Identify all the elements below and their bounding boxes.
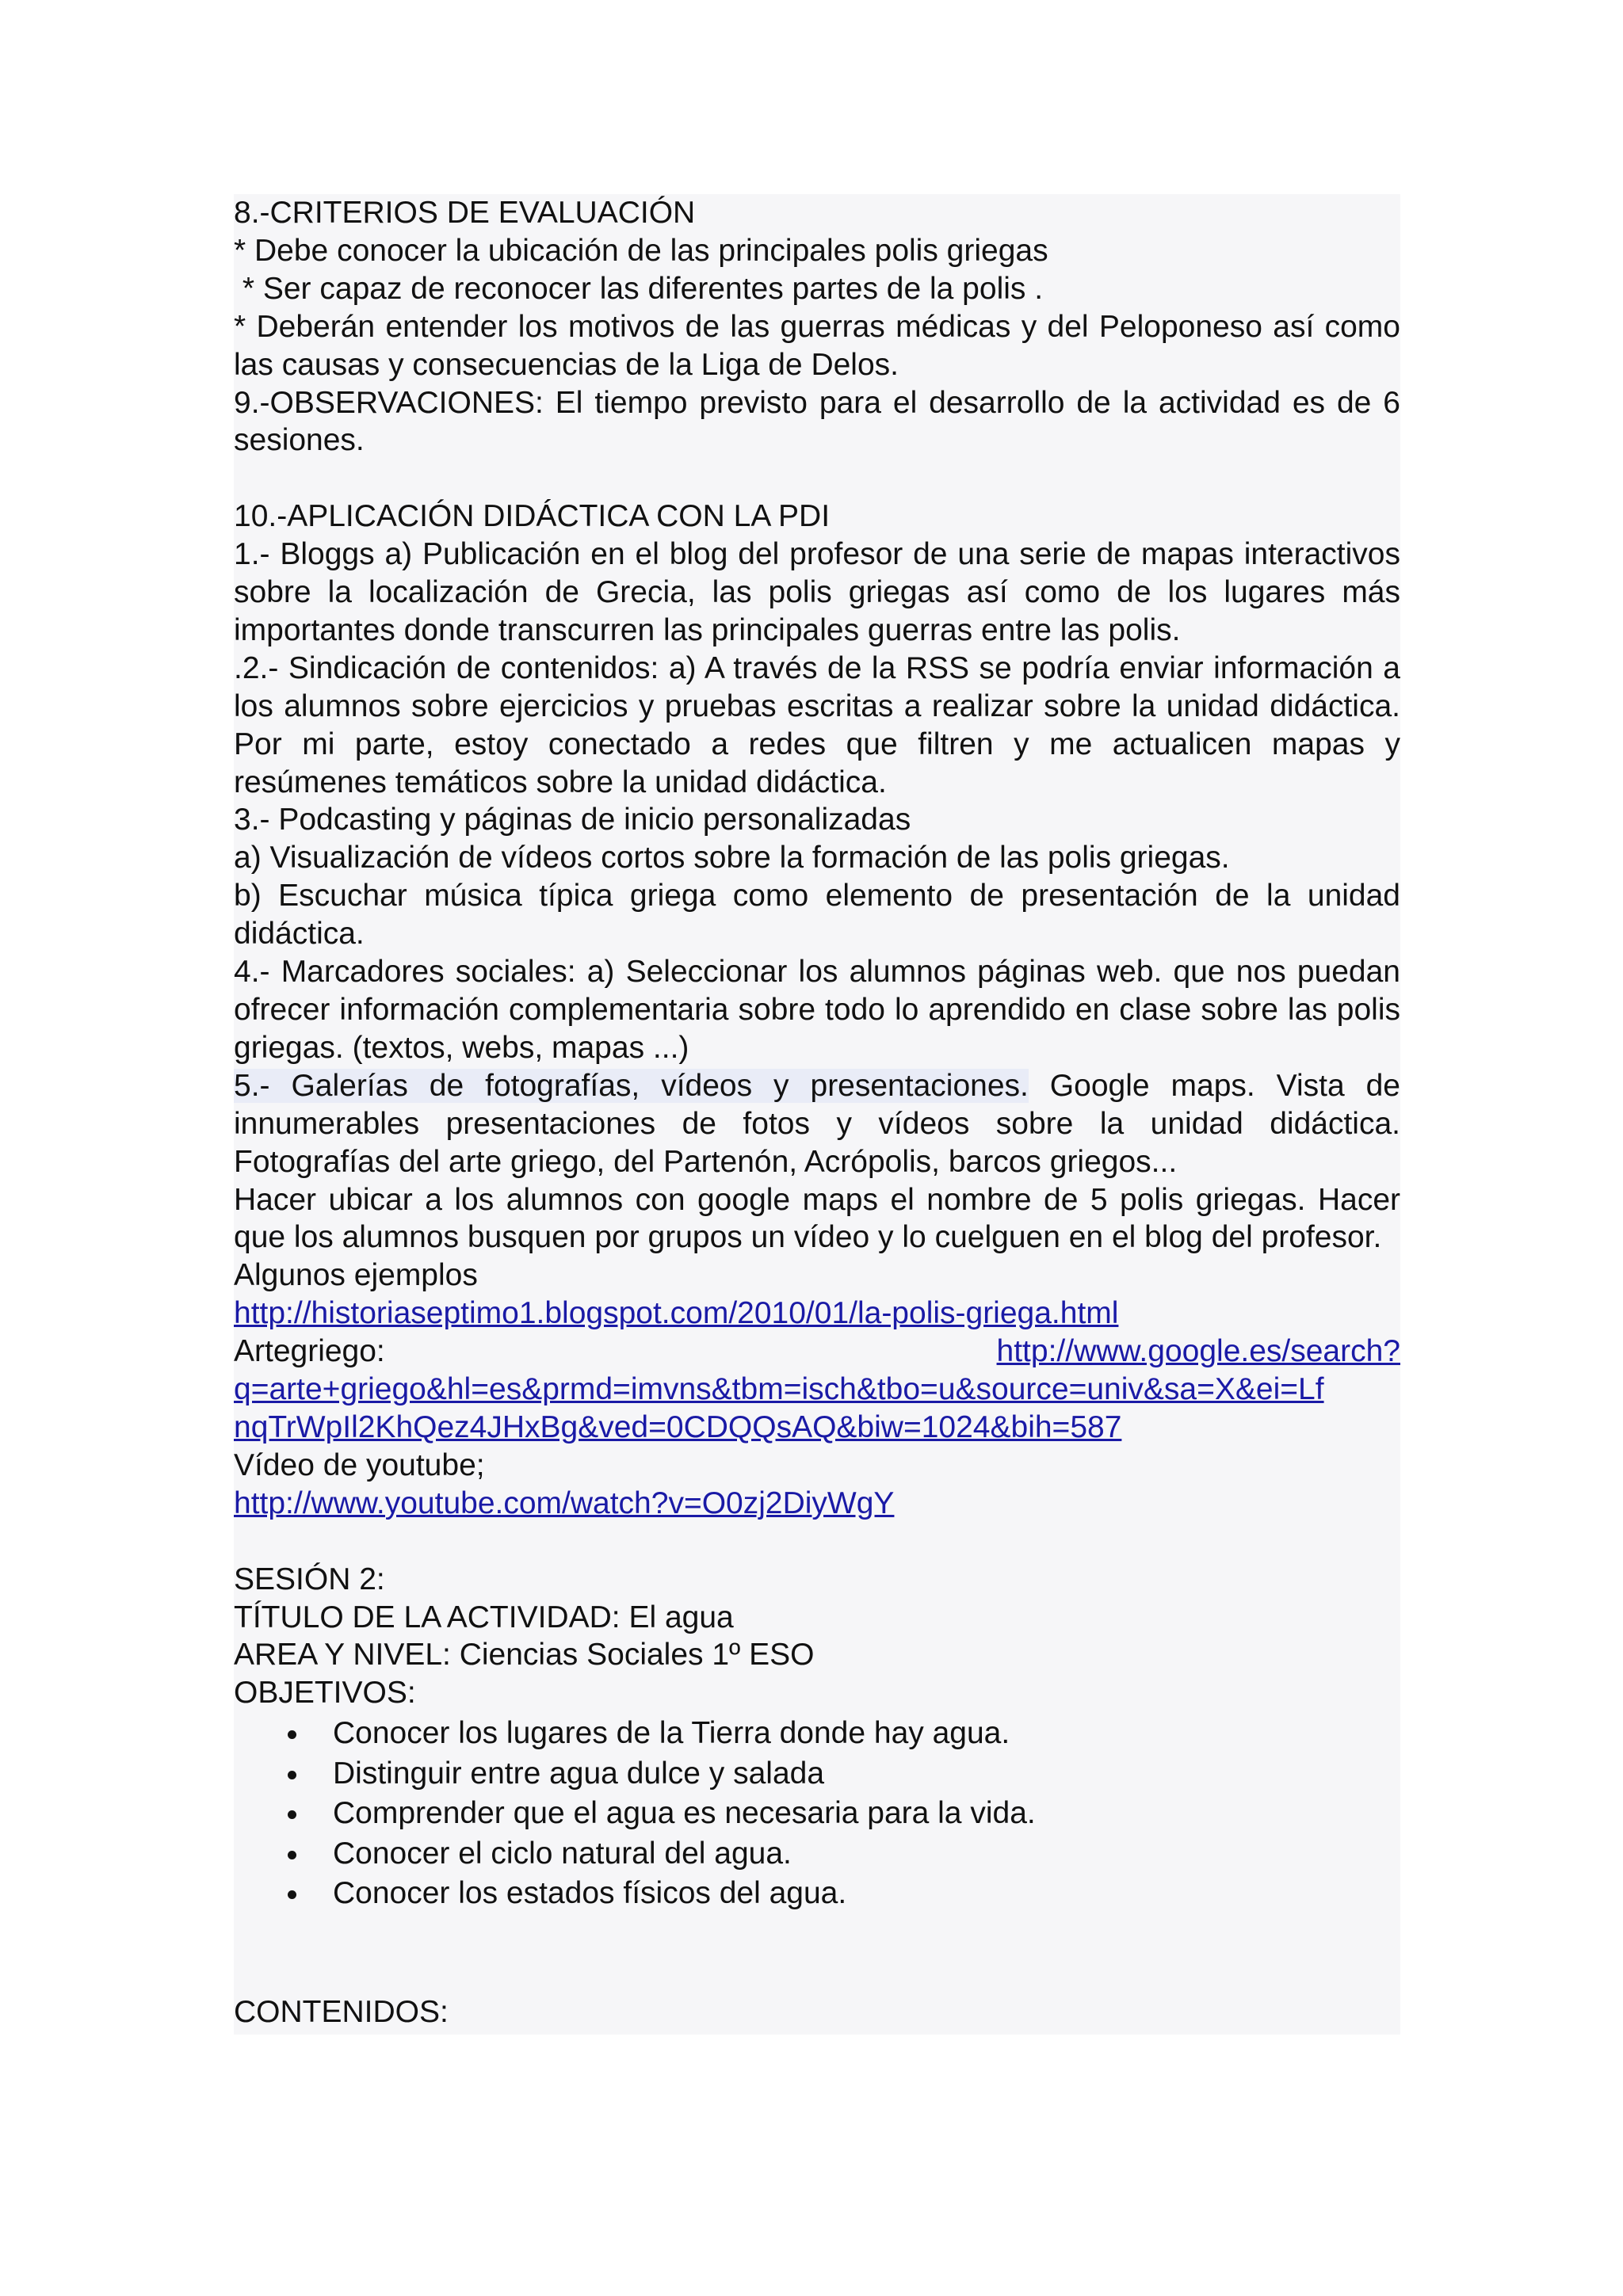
paragraph-podcasting-b: b) Escuchar música típica griega como elemento de presentación de la unidad didáctica. [234, 879, 1400, 952]
objectives-list [234, 1714, 1400, 1914]
document-body [234, 194, 1400, 2035]
link-row [234, 1409, 1400, 1447]
criteria-item: * Debe conocer la ubicación de las principales polis griegas [234, 233, 1048, 268]
blank-line [234, 460, 1400, 498]
art-label: Artegriego: [234, 1334, 385, 1369]
section-10-heading: 10.-APLICACIÓN DIDÁCTICA CON LA PDI [234, 499, 831, 534]
paragraph-podcasting-a: a) Visualización de vídeos cortos sobre la formación de las polis griegas. [234, 841, 1230, 875]
highlighted-text: 5.- Galerías de fotografías, vídeos y presentaciones. [234, 1068, 1029, 1103]
area-level: AREA Y NIVEL: Ciencias Sociales 1º ESO [234, 1638, 815, 1672]
bullet-icon [288, 1890, 296, 1899]
paragraph-syndication: .2.- Sindicación de contenidos: a) A través de la RSS se podría enviar información a los alumnos sobre ejercicios y pruebas escritas a realizar sobre la unidad didáctica. Por mi parte, estoy conectado a redes que filtren y me actualicen mapas y resúmenes temáticos sobre la unidad didáctica. [234, 650, 1400, 799]
list-item: Conocer los lugares de la Tierra donde hay agua. [234, 1714, 1400, 1754]
blank-line [234, 1523, 1400, 1561]
criteria-item: * Deberán entender los motivos de las guerras médicas y del Peloponeso así como las causas y consecuencias de la Liga de Delos. [234, 309, 1400, 382]
objectives-label: OBJETIVOS: [234, 1676, 416, 1711]
contents-label: CONTENIDOS: [234, 1994, 449, 2029]
galleries-text: Google maps. Vista de innumerables presentaciones de fotos y vídeos sobre la unidad didáctica. Fotografías del arte griego, del Partenón, Acrópolis, barcos griegos... [234, 1068, 1400, 1179]
section-9-observations: 9.-OBSERVACIONES: El tiempo previsto para el desarrollo de la actividad es de 6 sesiones. [234, 385, 1400, 458]
session-2-heading: SESIÓN 2: [234, 1562, 385, 1596]
bullet-icon [288, 1730, 296, 1739]
list-item: Comprender que el agua es necesaria para la vida. [234, 1794, 1400, 1834]
blank-space [234, 1914, 1400, 1993]
blog-link[interactable]: http://historiaseptimo1.blogspot.com/2010/01/la-polis-griega.html [234, 1296, 1119, 1331]
google-search-link-part2[interactable]: q=arte+griego&hl=es&prmd=imvns&tbm=isch&tbo=u&source=univ&sa=X&ei=Lf [234, 1372, 1324, 1407]
paragraph-galleries [234, 1067, 1400, 1181]
list-item: Distinguir entre agua dulce y salada [234, 1754, 1400, 1794]
paragraph-podcasting: 3.- Podcasting y páginas de inicio personalizadas [234, 803, 911, 837]
art-link-row [234, 1333, 1400, 1371]
bullet-icon [288, 1851, 296, 1859]
paragraph-social-bookmarks: 4.- Marcadores sociales: a) Seleccionar los alumnos páginas web. que nos puedan ofrecer información complementaria sobre todo lo aprendido en clase sobre las polis griegas. (textos, webs, mapas ...) [234, 955, 1400, 1065]
link-row [234, 1485, 1400, 1523]
google-search-link-part1[interactable]: http://www.google.es/search? [996, 1334, 1400, 1369]
paragraph-activities: Hacer ubicar a los alumnos con google maps el nombre de 5 polis griegas. Hacer que los alumnos busquen por grupos un vídeo y lo cuelguen en el blog del profesor. [234, 1182, 1400, 1255]
bullet-icon [288, 1810, 296, 1819]
list-item: Conocer el ciclo natural del agua. [234, 1834, 1400, 1875]
paragraph-bloggs: 1.- Bloggs a) Publicación en el blog del profesor de una serie de mapas interactivos sobre la localización de Grecia, las polis griegas así como de los lugares más importantes donde transcurren las principales guerras entre las polis. [234, 537, 1400, 647]
video-label: Vídeo de youtube; [234, 1447, 485, 1482]
section-8-heading: 8.-CRITERIOS DE EVALUACIÓN [234, 196, 696, 230]
bullet-icon [288, 1771, 296, 1779]
criteria-item: * Ser capaz de reconocer las diferentes partes de la polis . [234, 271, 1044, 306]
google-search-link-part3[interactable]: nqTrWpIl2KhQez4JHxBg&ved=0CDQQsAQ&biw=1024&bih=587 [234, 1409, 1122, 1444]
youtube-link[interactable]: http://www.youtube.com/watch?v=O0zj2DiyWgY [234, 1486, 895, 1520]
list-item: Conocer los estados físicos del agua. [234, 1874, 1400, 1914]
link-row [234, 1295, 1400, 1333]
examples-label: Algunos ejemplos [234, 1258, 478, 1293]
link-row [234, 1371, 1400, 1409]
activity-title: TÍTULO DE LA ACTIVIDAD: El agua [234, 1600, 734, 1634]
